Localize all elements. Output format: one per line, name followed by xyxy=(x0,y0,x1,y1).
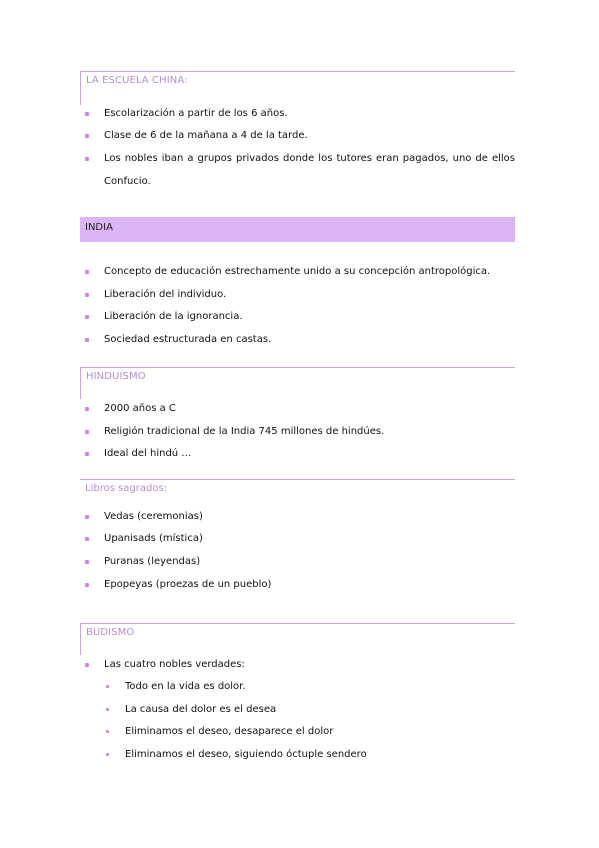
list-item: Los nobles iban a grupos privados donde los tutores eran pagados, uno de ellos Confucio. xyxy=(85,148,515,193)
sub-list-item: La causa del dolor es el desea xyxy=(106,699,515,722)
bullet-icon xyxy=(85,407,89,411)
bullet-icon xyxy=(85,537,89,541)
heading-text: BUDISMO xyxy=(86,627,135,638)
list-item: Vedas (ceremonias) xyxy=(85,506,515,529)
heading-text: LA ESCUELA CHINA: xyxy=(86,75,188,86)
bullet-icon xyxy=(85,315,89,319)
section-heading-india xyxy=(80,217,515,242)
bullet-icon xyxy=(85,452,89,456)
list-item: Las cuatro nobles verdades: xyxy=(85,654,515,677)
list-item: Religión tradicional de la India 745 millones de hindúes. xyxy=(85,421,515,444)
bullet-icon xyxy=(85,583,89,587)
list-item: Liberación del individuo. xyxy=(85,284,515,307)
bullet-icon xyxy=(85,270,89,274)
bullet-icon xyxy=(85,430,89,434)
bullet-icon xyxy=(85,134,89,138)
list-item: Puranas (leyendas) xyxy=(85,551,515,574)
heading-text: INDIA xyxy=(85,222,113,233)
square-bullet-icon xyxy=(106,708,109,711)
bullet-icon xyxy=(85,157,89,161)
list-item: Concepto de educación estrechamente unido a su concepción antropológica. xyxy=(85,261,515,284)
square-bullet-icon xyxy=(106,730,109,733)
sub-list-item: Todo en la vida es dolor. xyxy=(106,676,515,699)
section-heading-china xyxy=(80,71,515,105)
bullet-icon xyxy=(85,293,89,297)
section-heading-hinduismo xyxy=(80,367,515,399)
list-item: Liberación de la ignorancia. xyxy=(85,306,515,329)
list-item: Clase de 6 de la mañana a 4 de la tarde. xyxy=(85,125,515,148)
sub-list-item: Eliminamos el deseo, siguiendo óctuple sendero xyxy=(106,744,515,767)
heading-text: HINDUISMO xyxy=(86,371,146,382)
list-item: Ideal del hindú … xyxy=(85,443,515,466)
section-heading-libros xyxy=(80,479,515,503)
section-heading-budismo xyxy=(80,623,515,655)
bullet-icon xyxy=(85,663,89,667)
list-item: Sociedad estructurada en castas. xyxy=(85,329,515,352)
sub-list-item: Eliminamos el deseo, desaparece el dolor xyxy=(106,721,515,744)
square-bullet-icon xyxy=(106,753,109,756)
list-item: 2000 años a C xyxy=(85,398,515,421)
bullet-icon xyxy=(85,338,89,342)
list-item: Upanisads (mística) xyxy=(85,528,515,551)
heading-text: Libros sagrados: xyxy=(85,483,168,494)
list-item: Escolarización a partir de los 6 años. xyxy=(85,103,515,126)
bullet-icon xyxy=(85,515,89,519)
bullet-icon xyxy=(85,112,89,116)
bullet-icon xyxy=(85,560,89,564)
list-item: Epopeyas (proezas de un pueblo) xyxy=(85,574,515,597)
square-bullet-icon xyxy=(106,685,109,688)
